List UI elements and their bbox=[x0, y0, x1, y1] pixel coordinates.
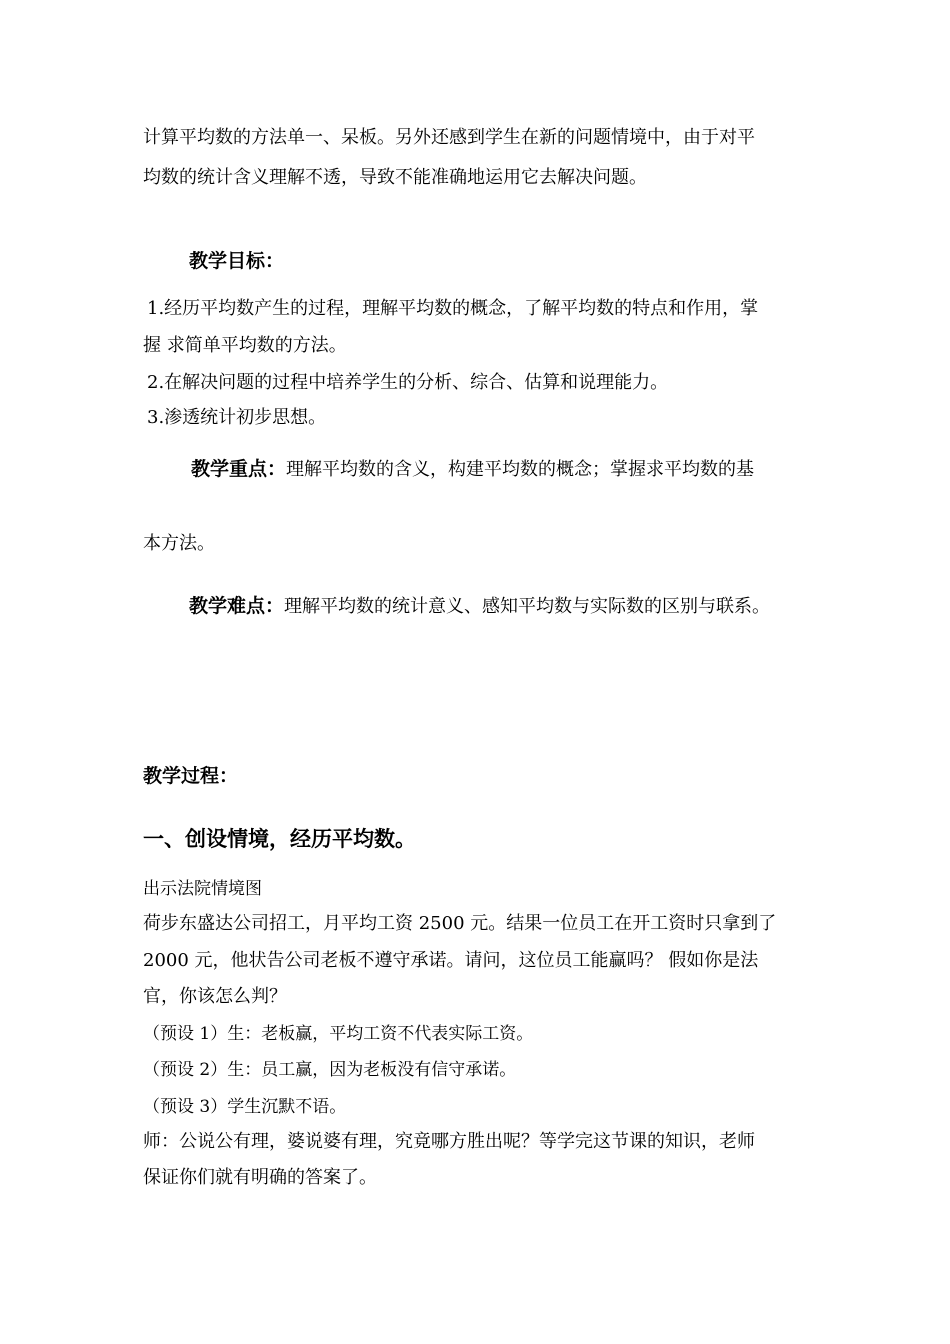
key-points-continuation: 本方法。 bbox=[143, 533, 215, 554]
key-points bbox=[191, 457, 754, 482]
difficulties-label: 教学难点： bbox=[189, 595, 285, 617]
preset-1: （预设 1）生：老板赢，平均工资不代表实际工资。 bbox=[143, 1024, 534, 1044]
objective-item-3: 3.渗透统计初步思想。 bbox=[147, 407, 327, 428]
objectives-heading: 教学目标： bbox=[189, 250, 285, 272]
key-points-label: 教学重点： bbox=[191, 458, 287, 480]
objective-item-1: 1.经历平均数产生的过程，理解平均数的概念，了解平均数的特点和作用，掌 bbox=[147, 298, 759, 319]
process-heading: 教学过程： bbox=[143, 765, 239, 787]
process-line-3: 2000 元，他状告公司老板不遵守承诺。请问，这位员工能赢吗？ 假如你是法 bbox=[143, 950, 759, 971]
process-line-4: 官，你该怎么判？ bbox=[143, 986, 287, 1007]
intro-line-2: 均数的统计含义理解不透，导致不能准确地运用它去解决问题。 bbox=[143, 167, 647, 188]
process-line-1: 出示法院情境图 bbox=[143, 879, 262, 899]
section-1-title: 一、创设情境，经历平均数。 bbox=[143, 827, 416, 851]
process-line-2: 荷步东盛达公司招工，月平均工资 2500 元。结果一位员工在开工资时只拿到了 bbox=[143, 913, 777, 934]
preset-3: （预设 3）学生沉默不语。 bbox=[143, 1097, 347, 1117]
teacher-line-1: 师：公说公有理，婆说婆有理，究竟哪方胜出呢？等学完这节课的知识，老师 bbox=[143, 1131, 755, 1152]
difficulties bbox=[189, 594, 770, 619]
key-points-text: 理解平均数的含义，构建平均数的概念；掌握求平均数的基 bbox=[286, 459, 755, 480]
intro-line-1: 计算平均数的方法单一、呆板。另外还感到学生在新的问题情境中，由于对平 bbox=[143, 127, 755, 148]
teacher-line-2: 保证你们就有明确的答案了。 bbox=[143, 1167, 377, 1188]
difficulties-text: 理解平均数的统计意义、感知平均数与实际数的区别与联系。 bbox=[284, 596, 771, 617]
objective-item-2: 2.在解决问题的过程中培养学生的分析、综合、估算和说理能力。 bbox=[147, 372, 669, 393]
preset-2: （预设 2）生：员工赢，因为老板没有信守承诺。 bbox=[143, 1060, 517, 1080]
objective-item-1-continued: 握 求简单平均数的方法。 bbox=[143, 335, 347, 356]
